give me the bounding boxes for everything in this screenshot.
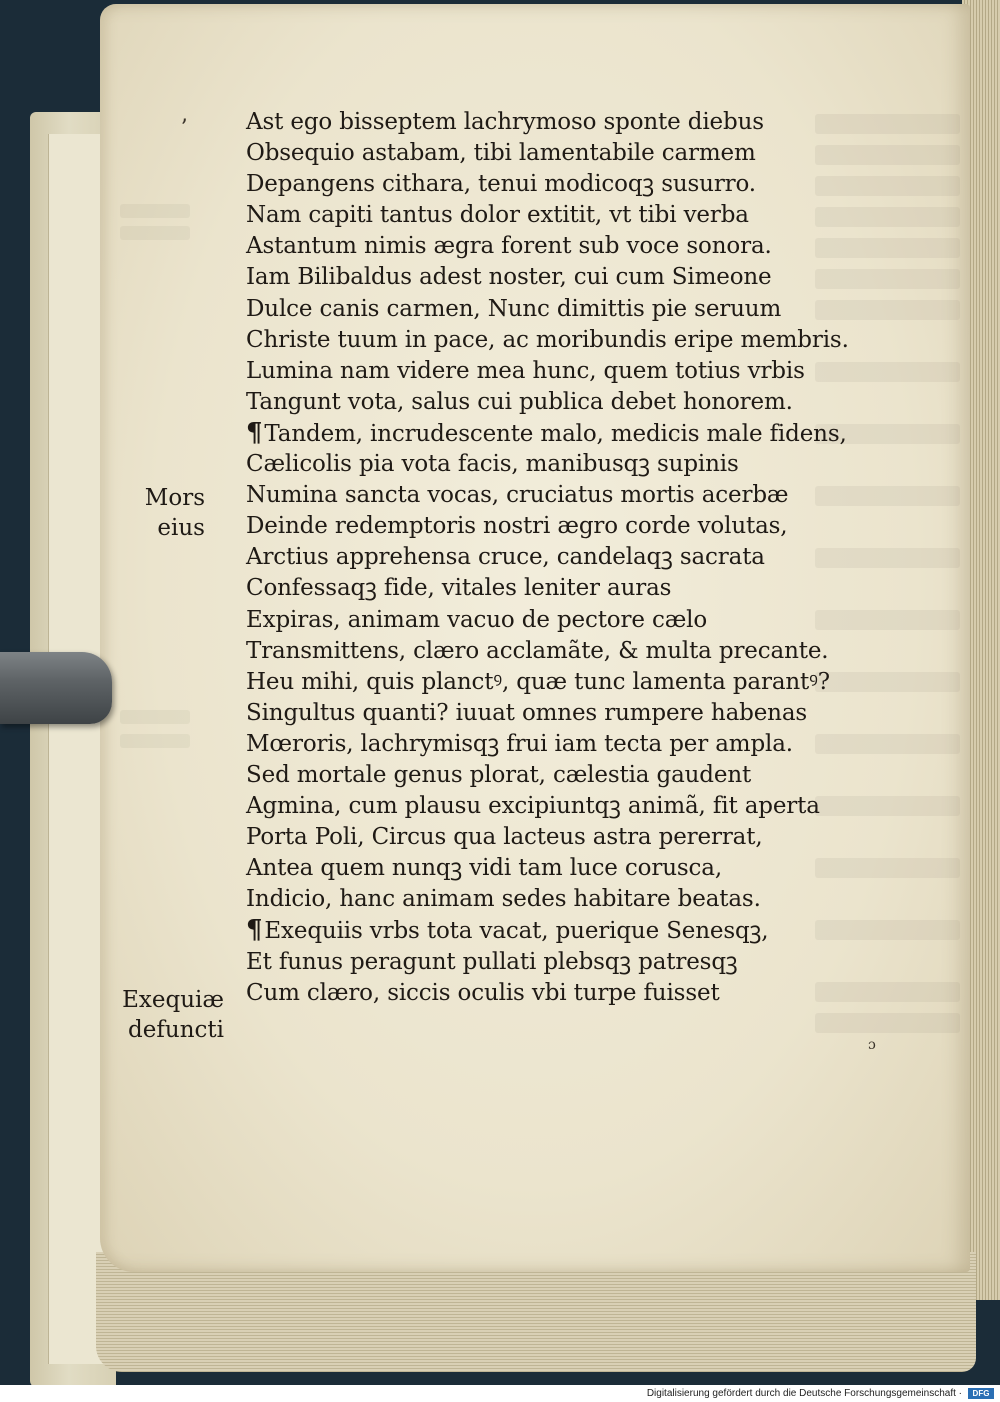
text-line: Depangens cithara, tenui modicoqꝫ susurro. bbox=[246, 171, 756, 198]
text-line: Et funus peragunt pullati plebsqꝫ patresqꝫ bbox=[246, 948, 738, 975]
text-line: Astantum nimis ægra forent sub voce sonora. bbox=[246, 233, 772, 260]
marginal-note-line: defuncti bbox=[128, 1017, 224, 1043]
marginal-note-line: Exequiæ bbox=[122, 987, 224, 1013]
text-line: Heu mihi, quis planctꝰ, quæ tunc lamenta parantꝰ? bbox=[246, 668, 830, 695]
bleed-through-mark bbox=[120, 734, 190, 748]
text-line: Christe tuum in pace, ac moribundis eripe membris. bbox=[246, 326, 849, 353]
text-line: Arctius apprehensa cruce, candelaqꝫ sacrata bbox=[246, 544, 765, 571]
text-line: Ast ego bisseptem lachrymoso sponte diebus bbox=[246, 109, 764, 135]
verse-text bbox=[246, 107, 946, 1009]
text-line: Tangunt vota, salus cui publica debet honorem. bbox=[246, 388, 793, 415]
text-line: Antea quem nunqꝫ vidi tam luce corusca, bbox=[246, 855, 722, 882]
bleed-through-mark bbox=[815, 1013, 960, 1033]
pilcrow-icon: ¶ bbox=[246, 417, 263, 448]
text-line: Obsequio astabam, tibi lamentabile carmem bbox=[246, 140, 756, 167]
text-line: Numina sancta vocas, cruciatus mortis acerbæ bbox=[246, 482, 789, 509]
text-line: Porta Poli, Circus qua lacteus astra pererrat, bbox=[246, 824, 763, 851]
text-line: Mœroris, lachrymisqꝫ frui iam tecta per ampla. bbox=[246, 730, 793, 757]
footer-credit: Digitalisierung gefördert durch die Deutsche Forschungsgemeinschaft · bbox=[646, 1388, 962, 1399]
bleed-through-mark bbox=[120, 204, 190, 218]
dfg-logo-icon: DFG bbox=[968, 1388, 994, 1399]
text-line: Transmittens, clæro acclamãte, & multa precante. bbox=[246, 637, 829, 664]
text-line: Expiras, animam vacuo de pectore cælo bbox=[246, 606, 708, 633]
text-line: Deinde redemptoris nostri ægro corde volutas, bbox=[246, 513, 788, 540]
signature-mark: ɔ bbox=[868, 1037, 876, 1053]
text-line-with-pilcrow bbox=[246, 915, 946, 946]
pilcrow-icon: ¶ bbox=[246, 915, 263, 946]
text-line: Nam capiti tantus dolor extitit, vt tibi verba bbox=[246, 202, 749, 229]
text-line: Lumina nam videre mea hunc, quem totius vrbis bbox=[246, 357, 805, 384]
bleed-through-mark bbox=[120, 710, 190, 724]
marginal-note-line: Mors bbox=[144, 485, 205, 511]
text-line: Cælicolis pia vota facis, manibusqꝫ supinis bbox=[246, 451, 739, 478]
bleed-through-mark bbox=[120, 226, 190, 240]
text-line: Agmina, cum plausu excipiuntqꝫ animã, fit aperta bbox=[246, 793, 820, 820]
text-line: Dulce canis carmen, Nunc dimittis pie seruum bbox=[246, 295, 782, 322]
text-line-with-pilcrow bbox=[246, 418, 946, 449]
text-line-content: Exequiis vrbs tota vacat, puerique Senesqꝫ, bbox=[264, 918, 769, 945]
marginal-note-mors bbox=[120, 483, 205, 543]
page-holder-clip bbox=[0, 652, 112, 724]
text-line: Iam Bilibaldus adest noster, cui cum Simeone bbox=[246, 264, 772, 291]
text-line-content: Tandem, incrudescente malo, medicis male fidens, bbox=[264, 420, 847, 447]
margin-tick-mark: ʼ bbox=[180, 116, 187, 141]
book-page bbox=[100, 4, 970, 1272]
text-line: Cum clæro, siccis oculis vbi turpe fuisset bbox=[246, 979, 720, 1006]
marginal-note-line: eius bbox=[157, 515, 205, 541]
text-line: Singultus quanti? iuuat omnes rumpere habenas bbox=[246, 699, 808, 726]
marginal-note-exequiae bbox=[100, 985, 224, 1045]
text-line: Indicio, hanc animam sedes habitare beatas. bbox=[246, 886, 761, 913]
text-line: Confessaqꝫ fide, vitales leniter auras bbox=[246, 575, 672, 602]
text-line: Sed mortale genus plorat, cælestia gaudent bbox=[246, 761, 752, 788]
